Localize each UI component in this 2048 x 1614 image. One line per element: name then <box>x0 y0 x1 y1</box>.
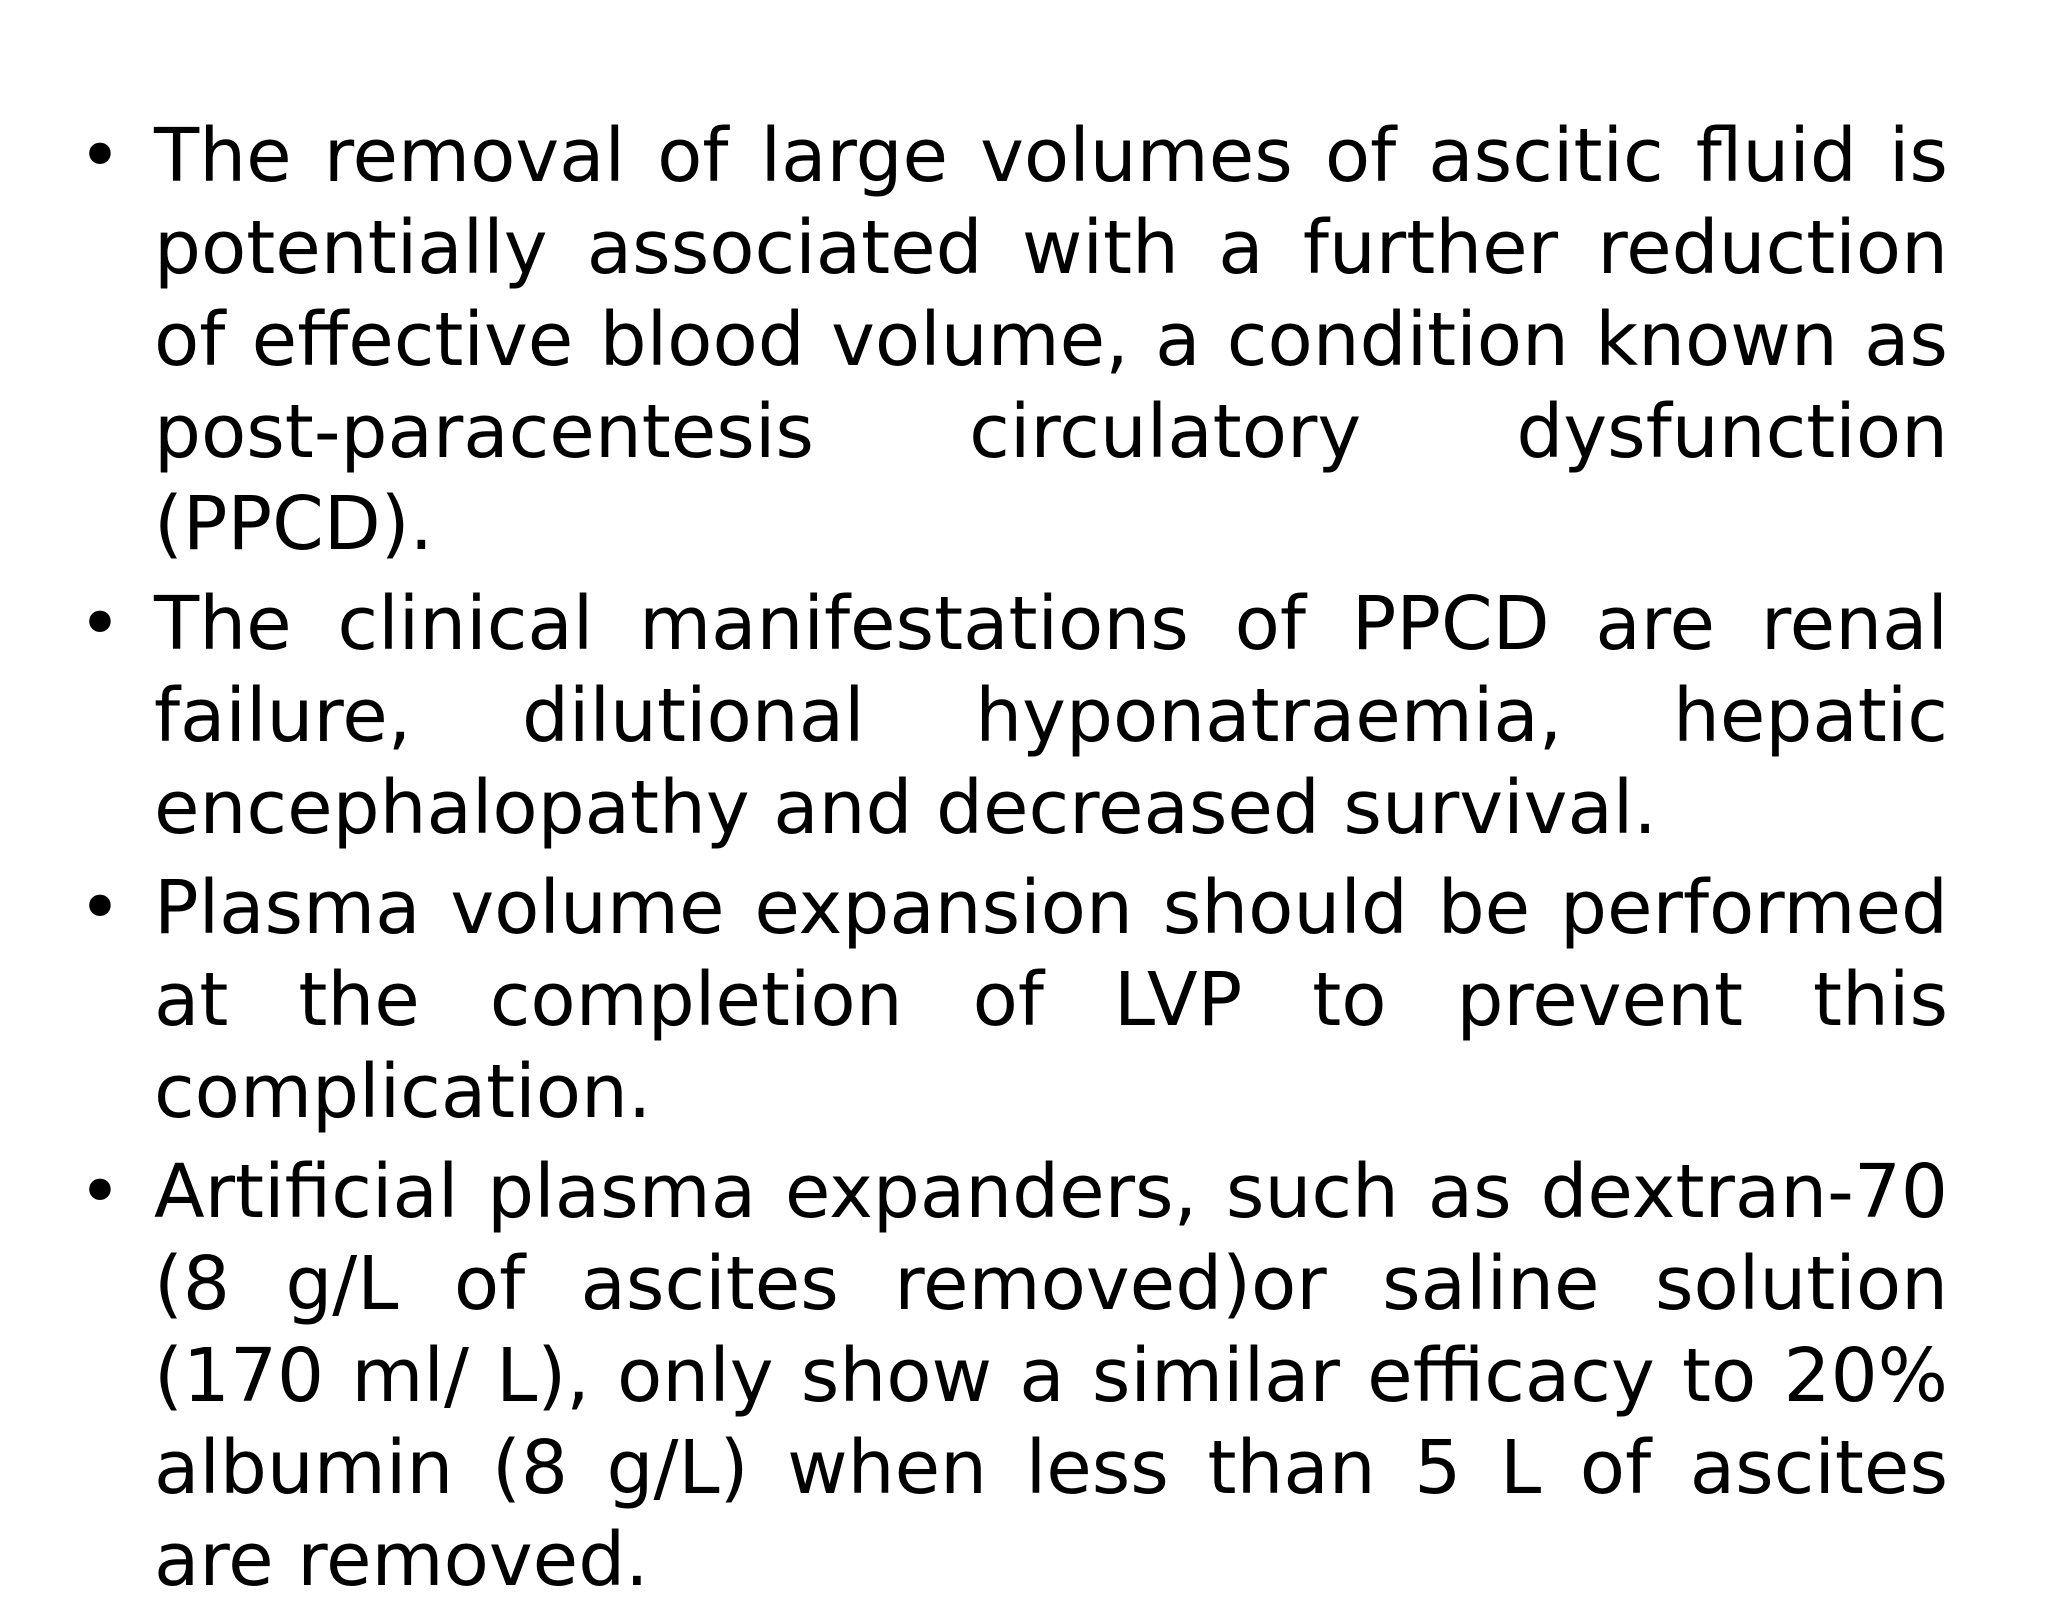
bullet-item-4 <box>70 1146 1948 1606</box>
bullet-text: Plasma volume expansion should be performed at the completion of LVP to prevent this complication. <box>154 865 1948 1135</box>
bullet-icon: • <box>78 113 122 199</box>
bullet-icon: • <box>78 581 122 667</box>
bullet-item-1 <box>70 110 1948 570</box>
bullet-icon: • <box>78 865 122 951</box>
slide-content <box>70 110 1948 1614</box>
bullet-text: The removal of large volumes of ascitic fluid is potentially associated with a further reduction of effective blood volume, a condition known as post-paracentesis circulatory dysfunction (PPCD). <box>154 113 1948 567</box>
bullet-text: The clinical manifestations of PPCD are renal failure, dilutional hyponatraemia, hepatic encephalopathy and decreased survival. <box>154 581 1948 851</box>
bullet-list <box>70 110 1948 1606</box>
bullet-text: Artificial plasma expanders, such as dextran-70 (8 g/L of ascites removed)or saline solution (170 ml/ L), only show a similar efficacy to 20% albumin (8 g/L) when less than 5 L of ascites are removed. <box>154 1149 1948 1603</box>
bullet-item-3 <box>70 862 1948 1138</box>
bullet-icon: • <box>78 1149 122 1235</box>
bullet-item-2 <box>70 578 1948 854</box>
